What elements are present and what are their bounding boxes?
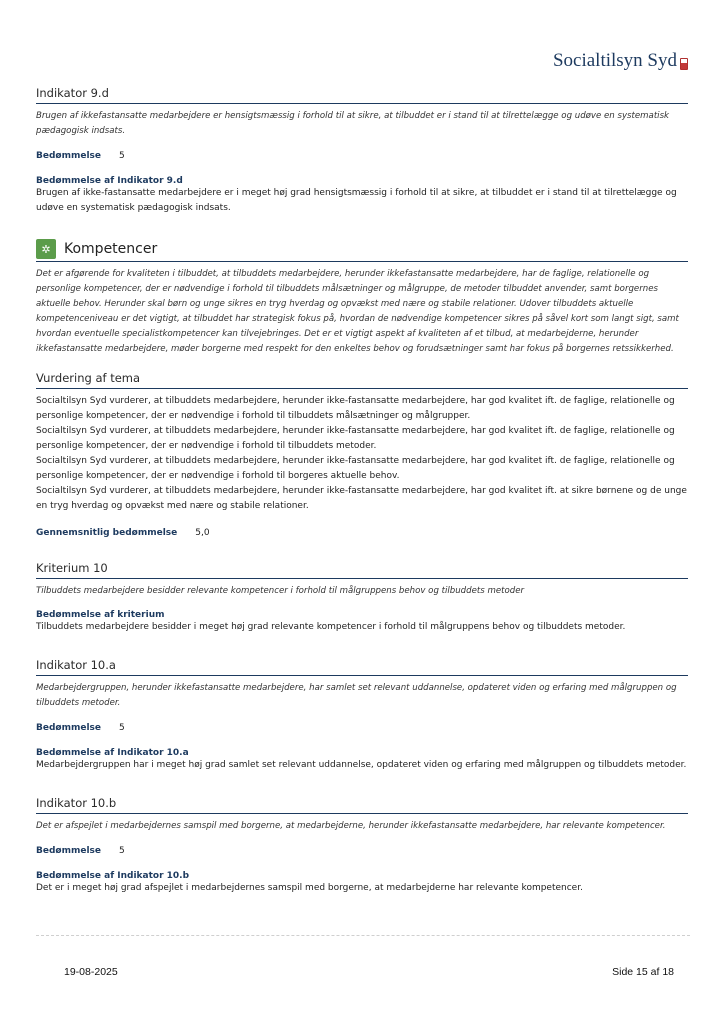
average-rating-label: Gennemsnitlig bedømmelse — [36, 528, 178, 538]
vurdering-paragraph: Socialtilsyn Syd vurderer, at tilbuddets medarbejdere, herunder ikke-fastansatte medarbejdere, har god kvalitet ift. at sikre børnene og de unge en tryg hverdag og opvækst med nære og stabile relationer. — [36, 486, 687, 511]
kriterium-10-title: Kriterium 10 — [36, 561, 688, 579]
indicator-9d-rating — [36, 151, 688, 161]
kompetencer-section — [36, 239, 688, 357]
indicator-10b-assessment-label: Bedømmelse af Indikator 10.b — [36, 871, 190, 881]
indicator-9d-assessment-text: Brugen af ikke-fastansatte medarbejdere er i meget høj grad hensigtsmæssig i forhold til at sikre, at tilbuddet er i stand til at tilrettelægge og udøve en systematisk pædagogisk indsats. — [36, 188, 677, 213]
kompetencer-title: Kompetencer — [64, 241, 158, 257]
socialtilsyn-logo — [553, 50, 688, 72]
kriterium-10-assessment-text: Tilbuddets medarbejdere besidder i meget høj grad relevante kompetencer i forhold til målgruppens behov og tilbuddets metoder. — [36, 622, 626, 632]
indicator-9d-title: Indikator 9.d — [36, 86, 688, 104]
indicator-10a-assessment-text: Medarbejdergruppen har i meget høj grad samlet set relevant uddannelse, opdateret viden og erfaring med målgruppen og tilbuddets metoder. — [36, 760, 687, 770]
page-content — [36, 86, 688, 896]
vurdering-paragraph: Socialtilsyn Syd vurderer, at tilbuddets medarbejdere, herunder ikke-fastansatte medarbejdere, har god kvalitet ift. de faglige, relationelle og personlige kompetencer, der er nødvendige i forhold til tilbuddets målsætninger og målgrupper. — [36, 396, 675, 421]
indicator-10b-section — [36, 796, 688, 896]
rating-value: 5 — [119, 846, 125, 856]
kompetencer-header — [36, 239, 688, 262]
footer-page-number: Side 15 af 18 — [612, 966, 674, 978]
kriterium-10-assessment-label: Bedømmelse af kriterium — [36, 610, 165, 620]
indicator-10b-title: Indikator 10.b — [36, 796, 688, 814]
indicator-9d-description: Brugen af ikkefastansatte medarbejdere er hensigtsmæssig i forhold til at sikre, at tilbuddet er i stand til at tilrettelægge og udøve en systematisk pædagogisk indsats. — [36, 111, 670, 136]
indicator-10b-rating — [36, 846, 688, 856]
indicator-9d-section — [36, 86, 688, 216]
vurdering-section — [36, 371, 688, 538]
gears-icon: ✲ — [36, 239, 56, 259]
footer-date: 19-08-2025 — [64, 966, 118, 978]
indicator-10a-description: Medarbejdergruppen, herunder ikkefastansatte medarbejdere, har samlet set relevant uddannelse, opdateret viden og erfaring med målgruppen og tilbuddets metoder. — [36, 683, 677, 708]
indicator-9d-assessment-label: Bedømmelse af Indikator 9.d — [36, 176, 183, 186]
kompetencer-description: Det er afgørende for kvaliteten i tilbuddet, at tilbuddets medarbejdere, herunder ikkefastansatte medarbejdere, har de faglige, relationelle og personlige kompetencer, der er nødvendige i forhold til tilbuddets målsætninger og målgruppe, de metoder tilbuddet anvender, samt borgernes aktuelle behov. Herunder skal børn og unge sikres en tryg hverdag og opvækst med nære og stabile relationer. Udover tilbuddets aktuelle kompetenceniveau er det vigtigt, at tilbuddet har strategisk fokus på, hvordan de nødvendige kompetencer sikres på såvel kort som langt sigt, samt hvordan eventuelle specialistkompetencer kan tilvejebringes. Det er et vigtigt aspekt af kvaliteten af et tilbud, at medarbejderne, herunder ikkefastansatte medarbejdere, møder borgerne med respekt for den enkeltes behov og forudsætninger samt har fokus på borgernes retssikkerhed. — [36, 269, 679, 354]
indicator-10a-section — [36, 658, 688, 773]
vurdering-paragraph: Socialtilsyn Syd vurderer, at tilbuddets medarbejdere, herunder ikke-fastansatte medarbejdere, har god kvalitet ift. de faglige, relationelle og personlige kompetencer, der er nødvendige i forhold til tilbuddets metoder. — [36, 426, 675, 451]
footer-divider — [36, 935, 690, 936]
rating-label: Bedømmelse — [36, 846, 101, 856]
logo-text: Socialtilsyn Syd — [552, 50, 677, 71]
indicator-10a-assessment-label: Bedømmelse af Indikator 10.a — [36, 748, 189, 758]
vurdering-average — [36, 528, 688, 538]
kriterium-10-section — [36, 561, 688, 635]
average-rating-value: 5,0 — [195, 528, 210, 538]
vurdering-paragraph: Socialtilsyn Syd vurderer, at tilbuddets medarbejdere, herunder ikke-fastansatte medarbejdere, har god kvalitet ift. de faglige, relationelle og personlige kompetencer, der er nødvendige i forhold til borgeres aktuelle behov. — [36, 456, 675, 481]
vurdering-title: Vurdering af tema — [36, 371, 688, 389]
rating-value: 5 — [119, 151, 125, 161]
kriterium-10-description: Tilbuddets medarbejdere besidder relevante kompetencer i forhold til målgruppens behov og tilbuddets metoder — [36, 586, 525, 596]
indicator-10b-assessment-text: Det er i meget høj grad afspejlet i medarbejdernes samspil med borgerne, at medarbejderne har relevante kompetencer. — [36, 883, 583, 893]
indicator-10a-title: Indikator 10.a — [36, 658, 688, 676]
rating-label: Bedømmelse — [36, 723, 101, 733]
rating-label: Bedømmelse — [36, 151, 101, 161]
indicator-10a-rating — [36, 723, 688, 733]
rating-value: 5 — [119, 723, 125, 733]
vurdering-paragraphs — [36, 394, 688, 514]
logo-mark-icon — [680, 58, 688, 70]
indicator-10b-description: Det er afspejlet i medarbejdernes samspil med borgerne, at medarbejderne, herunder ikkefastansatte medarbejdere, har relevante kompetencer. — [36, 821, 666, 831]
